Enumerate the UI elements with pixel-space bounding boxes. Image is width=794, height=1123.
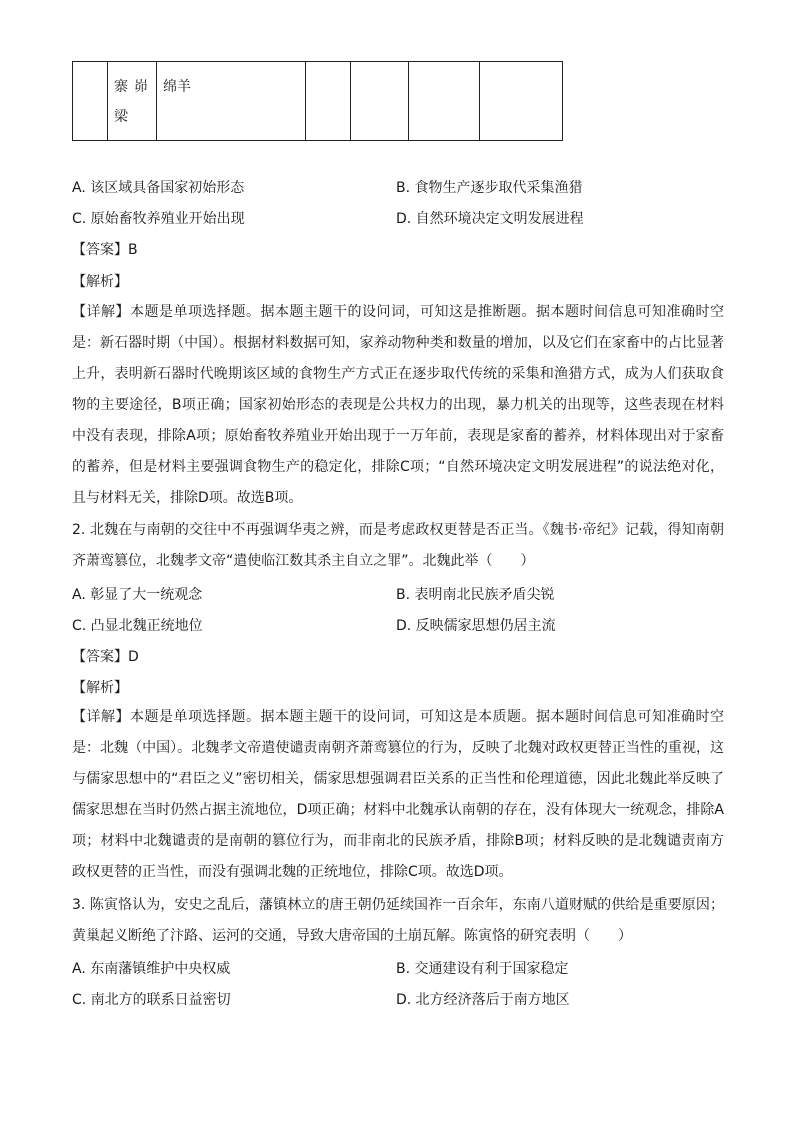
q3-option-b: B. 交通建设有利于国家稳定 [396, 961, 569, 977]
table-cell [108, 62, 157, 141]
table-cell [73, 62, 108, 141]
site-name-cell: 寨峁梁 [114, 79, 154, 125]
table-cell [351, 62, 409, 141]
animal-data-table [72, 61, 563, 141]
q3-option-c: C. 南北方的联系日益密切 [72, 992, 231, 1008]
q2-analysis-label: 【解析】 [72, 680, 128, 696]
q2-option-d: D. 反映儒家思想仍居主流 [396, 618, 556, 634]
q2-option-b: B. 表明南北民族矛盾尖锐 [396, 587, 555, 603]
table-row [73, 62, 563, 141]
q1-answer: 【答案】B [72, 242, 138, 258]
q1-option-b: B. 食物生产逐步取代采集渔猎 [396, 180, 583, 196]
table-cell [409, 62, 480, 141]
animal-name-cell: 绵羊 [163, 79, 191, 95]
q1-option-c: C. 原始畜牧养殖业开始出现 [72, 211, 245, 227]
q1-detail: 【详解】本题是单项选择题。据本题主题干的设问词，可知这是推断题。据本题时间信息可知准确时空是：新石器时期（中国）。根据材料数据可知，家养动物种类和数量的增加，以及它们在家畜中的占比显著上升，表明新石器时代晚期该区域的食物生产方式正在逐步取代传统的采集和渔猎方式，成为人们获取食物的主要途径，B项正确；国家初始形态的表现是公共权力的出现，暴力机关的出现等，这些表现在材料中没有表现，排除A项；原始畜牧养殖业开始出现于一万年前，表现是家畜的蓄养，材料体现出对于家畜的蓄养，但是材料主要强调食物生产的稳定化，排除C项；“自然环境决定文明发展进程”的说法绝对化，且与材料无关，排除D项。故选B项。 [72, 304, 724, 506]
q3-option-d: D. 北方经济落后于南方地区 [396, 992, 570, 1008]
q2-detail: 【详解】本题是单项选择题。据本题主题干的设问词，可知这是本质题。据本题时间信息可知准确时空是：北魏（中国）。北魏孝文帝遣使谴责南朝齐萧鸾篡位的行为，反映了北魏对政权更替正当性的重视，这与儒家思想中的“君臣之义”密切相关，儒家思想强调君臣关系的正当性和伦理道德，因此北魏此举反映了儒家思想在当时仍然占据主流地位，D项正确；材料中北魏承认南朝的存在，没有体现大一统观念，排除A项；材料中北魏谴责的是南朝的篡位行为，而非南北的民族矛盾，排除B项；材料反映的是北魏谴责南方政权更替的正当性，而没有强调北魏的正统地位，排除C项。故选D项。 [72, 709, 724, 880]
q2-option-a: A. 彰显了大一统观念 [72, 587, 203, 603]
q1-analysis-label: 【解析】 [72, 274, 128, 290]
q3-stem: 3. 陈寅恪认为，安史之乱后，藩镇林立的唐王朝仍延续国祚一百余年，东南八道财赋的供给是重要原因；黄巢起义断绝了汴路、运河的交通，导致大唐帝国的土崩瓦解。陈寅恪的研究表明（ ） [72, 897, 724, 944]
q2-answer: 【答案】D [72, 649, 139, 665]
q2-stem: 2. 北魏在与南朝的交往中不再强调华夷之辨，而是考虑政权更替是否正当。《魏书·帝纪》记载，得知南朝齐萧鸾篡位，北魏孝文帝“遣使临江数其杀主自立之罪”。北魏此举（ ） [72, 522, 724, 569]
q2-option-c: C. 凸显北魏正统地位 [72, 618, 203, 634]
table-cell [480, 62, 563, 141]
table-cell [157, 62, 306, 141]
q3-option-a: A. 东南藩镇维护中央权威 [72, 961, 231, 977]
q1-option-a: A. 该区域具备国家初始形态 [72, 180, 245, 196]
q1-option-d: D. 自然环境决定文明发展进程 [396, 211, 584, 227]
table-cell [306, 62, 351, 141]
